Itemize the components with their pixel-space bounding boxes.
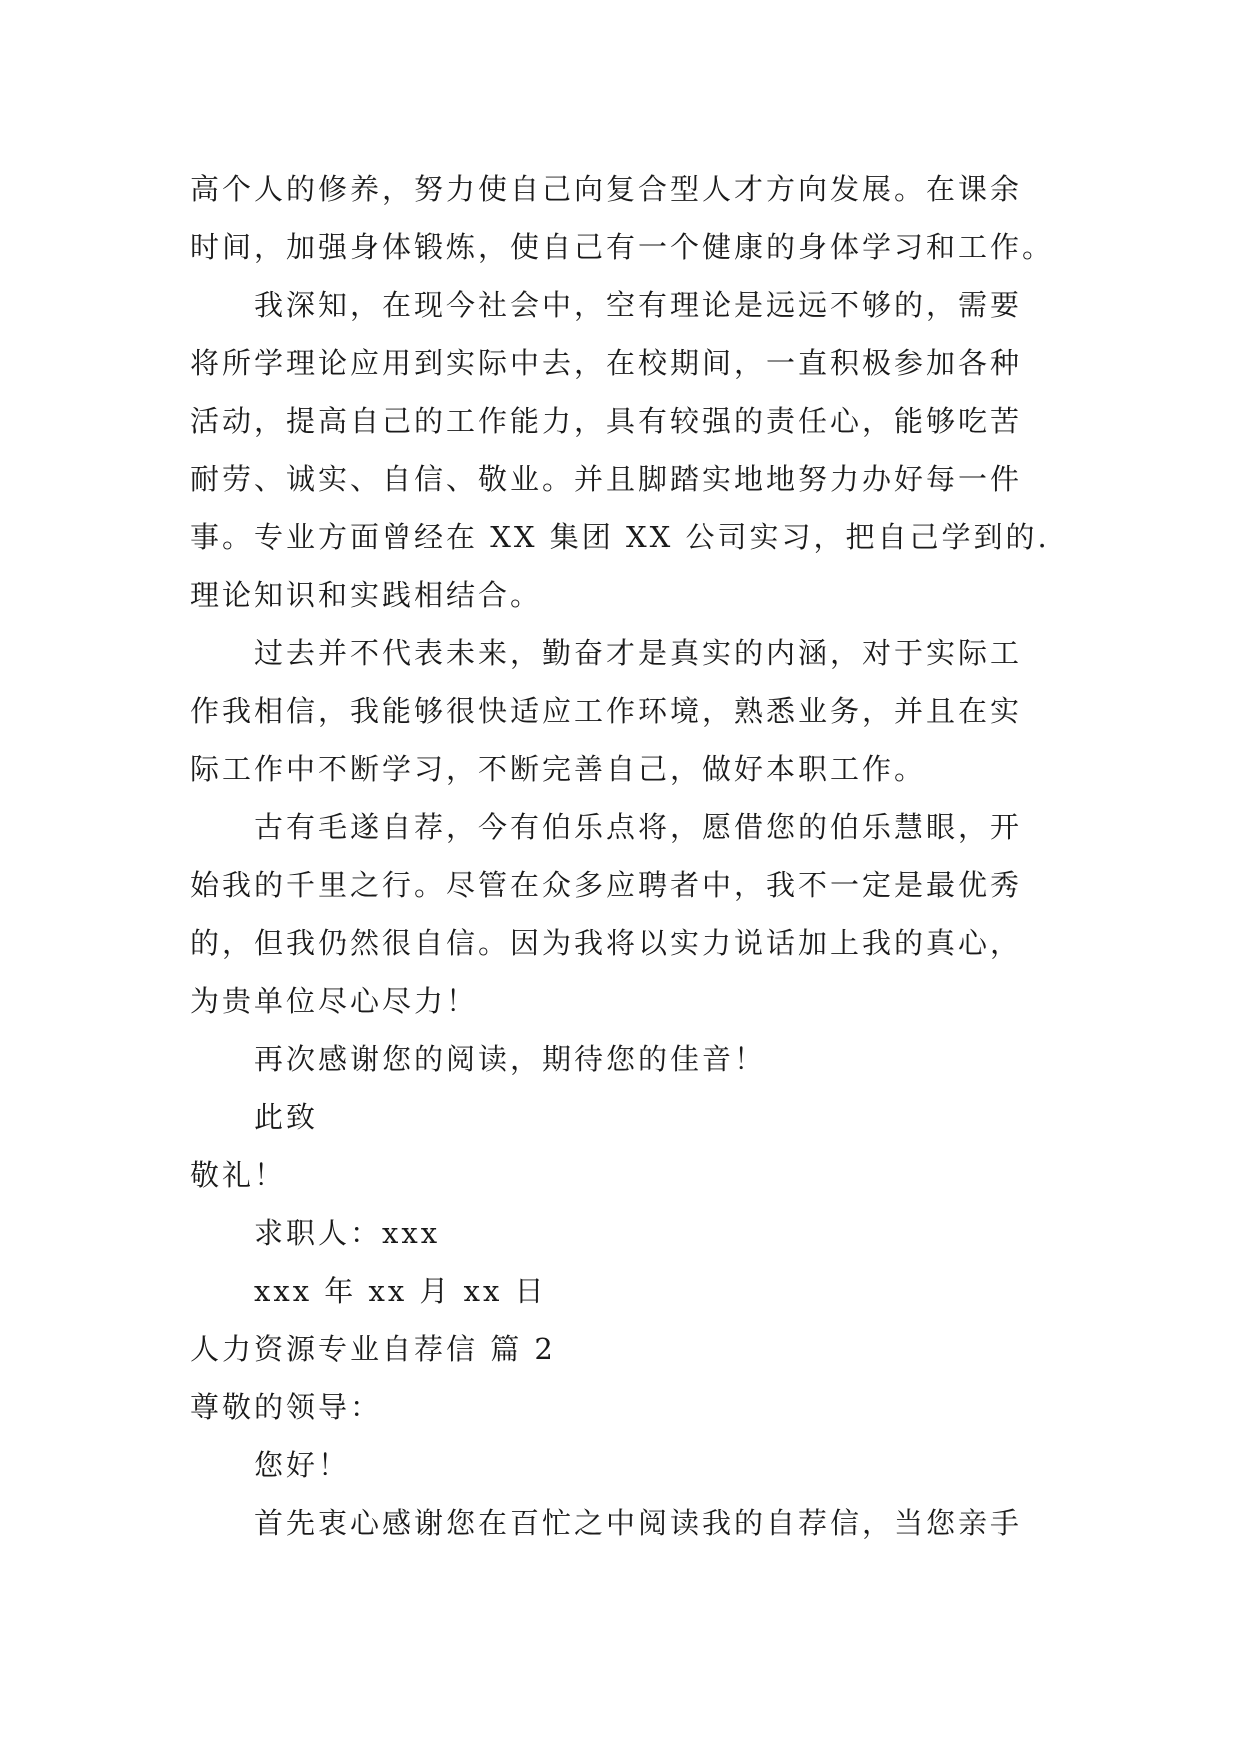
text-line: 际工作中不断学习，不断完善自己，做好本职工作。 bbox=[190, 752, 927, 786]
text-line: 高个人的修养，努力使自己向复合型人才方向发展。在课余 bbox=[190, 172, 1023, 206]
document-page bbox=[190, 160, 1060, 1552]
text-line: 理论知识和实践相结合。 bbox=[190, 578, 543, 612]
text-line: 活动，提高自己的工作能力，具有较强的责任心，能够吃苦 bbox=[190, 404, 1023, 438]
text-line: 为贵单位尽心尽力！ bbox=[190, 984, 479, 1018]
section-title: 人力资源专业自荐信 篇 2 bbox=[190, 1332, 556, 1366]
text-line: 作我相信，我能够很快适应工作环境，熟悉业务，并且在实 bbox=[190, 694, 1023, 728]
greeting: 您好！ bbox=[254, 1448, 351, 1482]
applicant-signature: 求职人：xxx bbox=[254, 1216, 441, 1250]
text-line: 我深知，在现今社会中，空有理论是远远不够的，需要 bbox=[254, 288, 1023, 322]
salutation-closing: 敬礼！ bbox=[190, 1158, 287, 1192]
text-line: 首先衷心感谢您在百忙之中阅读我的自荐信，当您亲手 bbox=[254, 1506, 1023, 1540]
text-line: 始我的千里之行。尽管在众多应聘者中，我不一定是最优秀 bbox=[190, 868, 1023, 902]
closing-phrase: 此致 bbox=[254, 1100, 319, 1134]
text-line: 再次感谢您的阅读，期待您的佳音！ bbox=[254, 1042, 767, 1076]
greeting-recipient: 尊敬的领导： bbox=[190, 1390, 383, 1424]
text-line: 古有毛遂自荐，今有伯乐点将，愿借您的伯乐慧眼，开 bbox=[254, 810, 1023, 844]
text-line: 过去并不代表未来，勤奋才是真实的内涵，对于实际工 bbox=[254, 636, 1023, 670]
text-line: 时间，加强身体锻炼，使自己有一个健康的身体学习和工作。 bbox=[190, 230, 1055, 264]
text-line: 的，但我仍然很自信。因为我将以实力说话加上我的真心， bbox=[190, 926, 1023, 960]
text-line: 事。专业方面曾经在 XX 集团 XX 公司实习，把自己学到的. bbox=[190, 520, 1050, 554]
text-line: 将所学理论应用到实际中去，在校期间，一直积极参加各种 bbox=[190, 346, 1023, 380]
text-line: 耐劳、诚实、自信、敬业。并且脚踏实地地努力办好每一件 bbox=[190, 462, 1023, 496]
letter-date: xxx 年 xx 月 xx 日 bbox=[254, 1274, 547, 1308]
